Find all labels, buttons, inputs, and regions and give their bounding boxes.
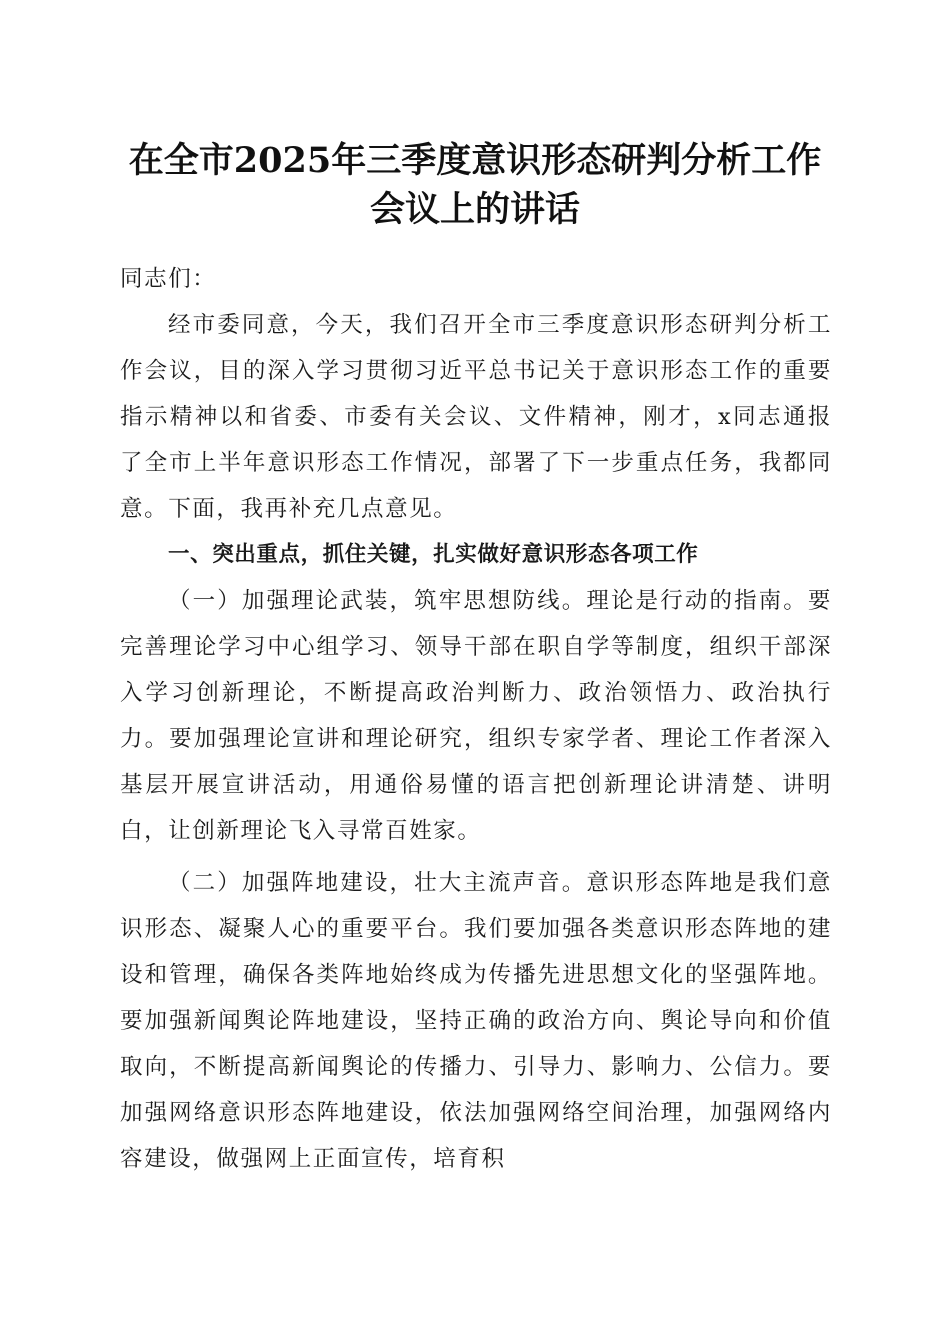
title-line-2: 会议上的讲话 <box>369 189 580 230</box>
document-body <box>120 256 832 1182</box>
title-line-1: 在全市2025年三季度意识形态研判分析工作 <box>128 140 822 181</box>
section-heading-1: 一、突出重点，抓住关键，扎实做好意识形态各项工作 <box>168 542 699 567</box>
intro-paragraph: 经市委同意，今天，我们召开全市三季度意识形态研判分析工作会议，目的深入学习贯彻习近平总书记关于意识形态工作的重要指示精神以和省委、市委有关会议、文件精神，刚才，x同志通报了全市上半年意识形态工作情况，部署了下一步重点任务，我都同意。下面，我再补充几点意见。 <box>120 312 832 522</box>
document-title <box>60 136 890 234</box>
paragraph-theory: （一）加强理论武装，筑牢思想防线。理论是行动的指南。要完善理论学习中心组学习、领导干部在职自学等制度，组织干部深入学习创新理论，不断提高政治判断力、政治领悟力、政治执行力。要加强理论宣讲和理论研究，组织专家学者、理论工作者深入基层开展宣讲活动，用通俗易懂的语言把创新理论讲清楚、讲明白，让创新理论飞入寻常百姓家。 <box>120 588 832 844</box>
salutation: 同志们： <box>120 266 217 292</box>
paragraph-position: （二）加强阵地建设，壮大主流声音。意识形态阵地是我们意识形态、凝聚人心的重要平台。我们要加强各类意识形态阵地的建设和管理，确保各类阵地始终成为传播先进思想文化的坚强阵地。要加强新闻舆论阵地建设，坚持正确的政治方向、舆论导向和价值取向，不断提高新闻舆论的传播力、引导力、影响力、公信力。要加强网络意识形态阵地建设，依法加强网络空间治理，加强网络内容建设，做强网上正面宣传，培育积 <box>120 870 832 1172</box>
